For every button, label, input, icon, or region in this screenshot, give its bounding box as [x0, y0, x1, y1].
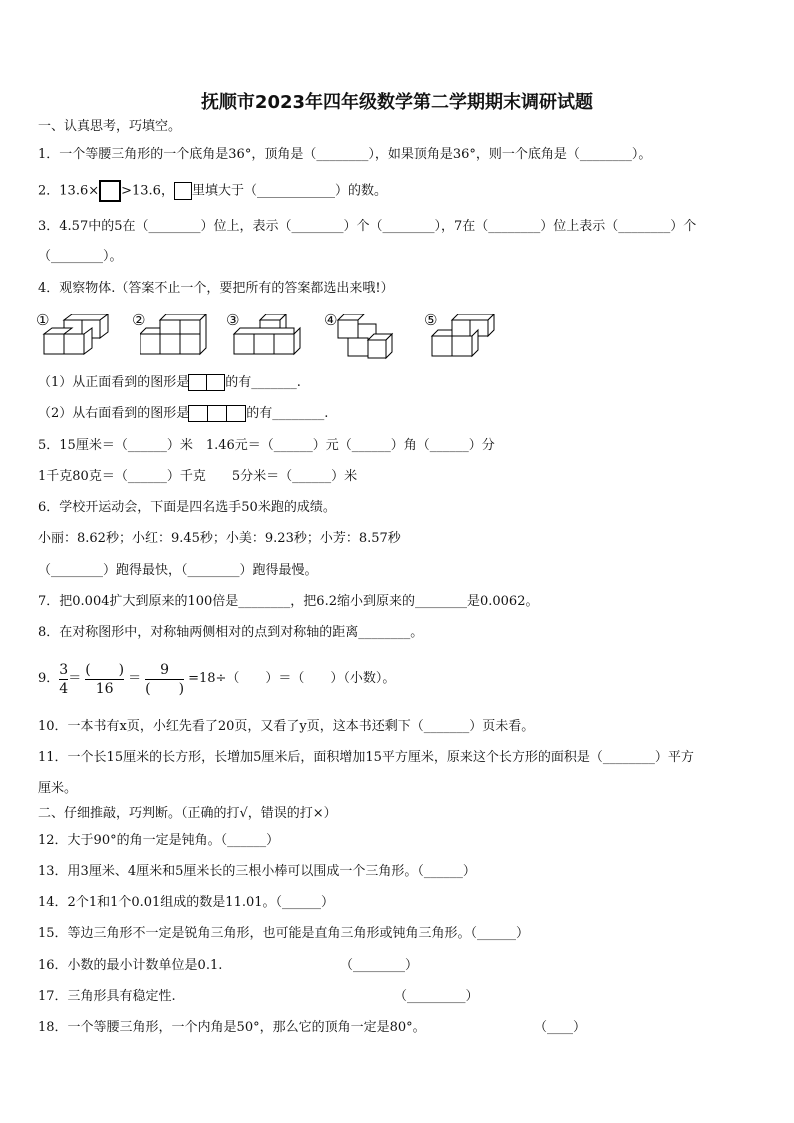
- section-heading-2: 二、仔细推敲，巧判断。（正确的打√，错误的打×）: [38, 806, 337, 821]
- question-17: 17．三角形具有稳定性.: [38, 989, 176, 1004]
- denominator: ( ): [145, 680, 185, 697]
- question-11-cont: 厘米。: [38, 781, 78, 796]
- question-4-1: [38, 374, 301, 392]
- question-4-2-tail: 的有________.: [246, 406, 329, 421]
- front-view-grid: [189, 374, 225, 391]
- section-heading-1: 一、认真思考，巧填空。: [38, 119, 182, 134]
- question-2-part-a: 2．13.6×: [38, 183, 100, 199]
- question-3-cont: （________）。: [38, 249, 123, 264]
- question-4-1-tail: 的有_______.: [225, 375, 301, 390]
- figure-label-5: ⑤: [424, 311, 438, 329]
- cube-figures: [36, 310, 536, 362]
- question-15: 15．等边三角形不一定是锐角三角形，也可能是直角三角形或钝角三角形。（______）: [38, 926, 530, 941]
- question-17-blank: （_________）: [394, 989, 479, 1004]
- cube-figure-2: [140, 314, 212, 366]
- question-13: 13．用3厘米、4厘米和5厘米长的三根小棒可以围成一个三角形。（______）: [38, 864, 476, 879]
- question-9-rest: =18÷（ ）＝（ ）（小数）。: [188, 671, 396, 686]
- question-11: 11．一个长15厘米的长方形，长增加5厘米后，面积增加15平方厘米，原来这个长方形的面积是（________）平方: [38, 750, 694, 765]
- question-18-blank: （____）: [534, 1020, 587, 1035]
- numerator: ( ): [85, 661, 125, 678]
- page-title: 抚顺市2023年四年级数学第二学期期末调研试题: [200, 92, 594, 113]
- question-16-blank: （________）: [340, 958, 419, 973]
- question-18: 18．一个等腰三角形，一个内角是50°，那么它的顶角一定是80°。: [38, 1020, 426, 1035]
- question-9-label: 9．: [38, 671, 60, 686]
- question-12: 12．大于90°的角一定是钝角。（______）: [38, 833, 280, 848]
- right-view-grid: [189, 405, 246, 422]
- figure-label-4: ④: [324, 311, 338, 329]
- equals-sign: ＝: [68, 671, 82, 686]
- question-14: 14．2个1和1个0.01组成的数是11.01。（______）: [38, 895, 335, 910]
- question-4-1-text: （1）从正面看到的图形是: [38, 375, 190, 390]
- question-6-cont: （________）跑得最快，（________）跑得最慢。: [38, 563, 318, 578]
- question-5-cont: 1千克80克＝（______）千克 5分米＝（______）米: [38, 469, 358, 484]
- question-10: 10．一本书有x页，小红先看了20页，又看了y页，这本书还剩下（_______）页未看。: [38, 719, 535, 734]
- numerator: 3: [59, 661, 69, 678]
- fraction-9-blank: [145, 661, 184, 698]
- question-4-2: [38, 405, 328, 423]
- cube-figure-3: [232, 314, 312, 366]
- answer-box-small: [174, 182, 192, 200]
- question-4-2-text: （2）从右面看到的图形是: [38, 406, 190, 421]
- question-6-data: 小丽：8.62秒；小红：9.45秒；小美：9.23秒；小芳：8.57秒: [38, 531, 401, 546]
- numerator: 9: [160, 661, 170, 678]
- question-2-part-b: >13.6，: [121, 183, 174, 199]
- question-6: 6．学校开运动会，下面是四名选手50米跑的成绩。: [38, 500, 336, 515]
- question-1: 1．一个等腰三角形的一个底角是36°，顶角是（________），如果顶角是36°，则一个底角是（________）。: [38, 147, 652, 162]
- answer-box: [99, 180, 121, 202]
- fraction-blank-16: [85, 661, 124, 698]
- figure-label-2: ②: [132, 311, 146, 329]
- question-4: 4．观察物体.（答案不止一个，要把所有的答案都选出来哦!）: [38, 281, 394, 296]
- question-5: 5．15厘米＝（______）米 1.46元＝（______）元（______）角（______）分: [38, 438, 495, 453]
- denominator: 16: [95, 680, 114, 697]
- question-3: 3．4.57中的5在（________）位上，表示（________）个（________），7在（________）位上表示（________）个: [38, 219, 697, 234]
- denominator: 4: [59, 680, 69, 697]
- fraction-3-4: [59, 661, 68, 698]
- cube-figure-1: [42, 314, 114, 366]
- cube-figure-5: [430, 314, 502, 366]
- figure-label-3: ③: [226, 311, 240, 329]
- question-7: 7．把0.004扩大到原来的100倍是________，把6.2缩小到原来的________是0.0062。: [38, 594, 539, 609]
- equals-sign: ＝: [128, 671, 142, 686]
- question-2: [38, 180, 387, 202]
- question-2-part-c: 里填大于（____________）的数。: [191, 183, 387, 199]
- figure-label-1: ①: [36, 311, 50, 329]
- question-9: [38, 656, 395, 702]
- cube-figure-4: [328, 314, 400, 366]
- question-16: 16．小数的最小计数单位是0.1.: [38, 958, 223, 973]
- question-8: 8．在对称图形中，对称轴两侧相对的点到对称轴的距离________。: [38, 625, 424, 640]
